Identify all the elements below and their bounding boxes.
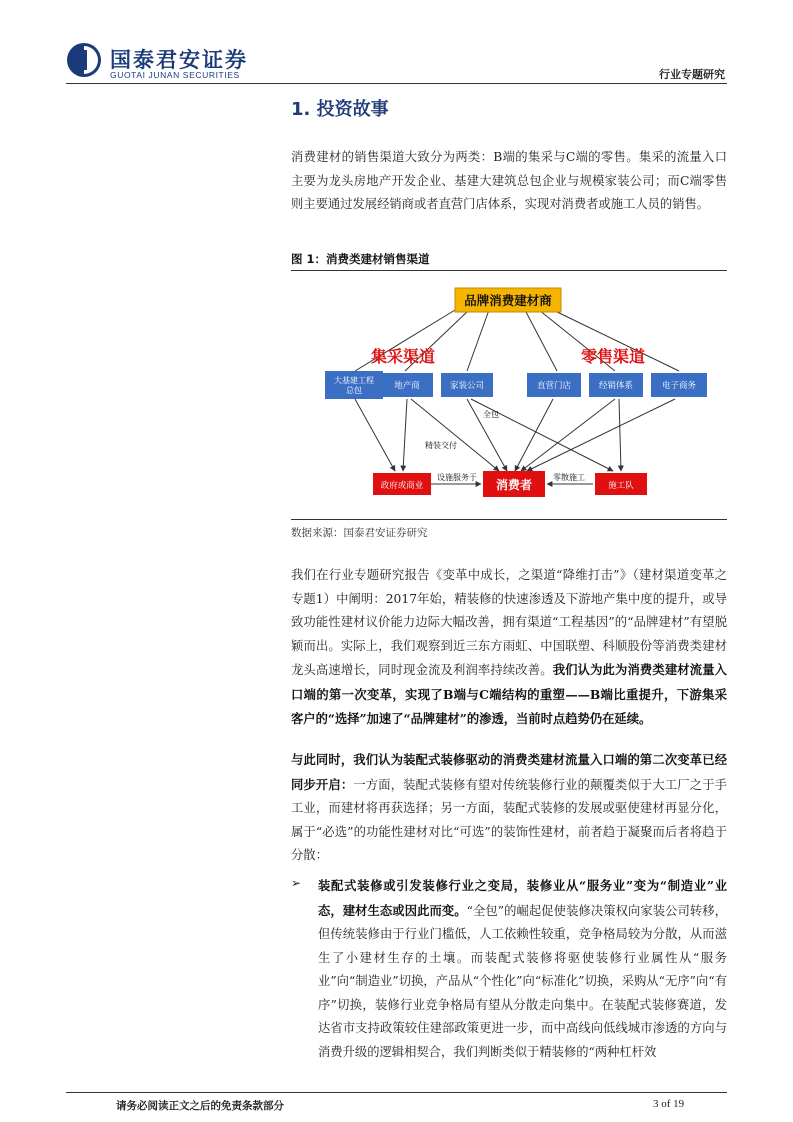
group-label-retail: 零售渠道 — [580, 347, 646, 366]
node-consumer-label: 消费者 — [495, 478, 533, 492]
node-direct-stores-label: 直营门店 — [536, 381, 572, 391]
paragraph-second-change-text: 一方面，装配式装修有望对传统装修行业的颠覆类似于大工厂之于手工业，而建材将再获选择；另一方面，装配式装修的发展或驱使建材再显分化，属于“必选”的功能性建材对比“可选”的装饰性建材，前者趋于凝聚而后者将趋于分散： — [291, 777, 727, 862]
node-government-label: 政府或商业 — [380, 481, 424, 491]
channel-diagram — [291, 272, 727, 518]
edge-label-scattered-construction: 零散施工 — [553, 473, 585, 482]
bullet-text: “全包”的崛起促使装修决策权向家装公司转移，但传统装修由于行业门槛低，人工依赖性较重，竞争格局较为分散，从而滋生了小建材生存的土壤。而装配式装修将驱使装修行业属性从“服务业”向“制造业”切换，产品从“个性化”向“标准化”切换，采购从“无序”向“有序”切换，装修行业竞争格局有望从分散走向集中。在装配式装修赛道，发达省市支持政策较住建部政策更进一步，而中高线向低线城市渗透的方向与消费升级的逻辑相契合，我们判断类似于精装修的“两种杠杆效 — [318, 903, 727, 1059]
header-divider — [66, 83, 727, 84]
paragraph-second-change-emphasis: 与此同时，我们认为装配式装修驱动的消费类建材流量入口端的第二次变革已经同步开启： — [291, 752, 727, 792]
paragraph-first-change — [291, 564, 727, 732]
paragraph-intro: 消费建材的销售渠道大致分为两类：B端的集采与C端的零售。集采的流量入口主要为龙头房地产开发企业、基建大建筑总包企业与规模家装公司；而C端零售则主要通过发展经销商或者直营门店体系，实现对消费者或施工人员的销售。 — [291, 150, 727, 211]
company-logo-text: 国泰君安证券 — [110, 48, 248, 72]
paragraph-second-change — [291, 748, 727, 868]
group-label-procurement: 集采渠道 — [370, 347, 436, 366]
figure-title: 图 1：消费类建材销售渠道 — [291, 252, 430, 266]
company-logo-english: GUOTAI JUNAN SECURITIES — [110, 70, 240, 80]
node-distribution-label: 经销体系 — [598, 381, 634, 391]
edge-label-facility-service: 设施服务于 — [437, 473, 477, 482]
footer-disclaimer: 请务必阅读正文之后的免责条款部分 — [116, 1100, 284, 1112]
footer-divider — [66, 1092, 727, 1093]
section-title: 1. 投资故事 — [291, 99, 389, 120]
figure-top-rule — [291, 270, 727, 271]
logo-icon — [66, 42, 102, 78]
node-ecommerce-label: 电子商务 — [661, 381, 697, 391]
figure-source: 数据来源：国泰君安证券研究 — [291, 527, 428, 539]
node-decoration-company-label: 家装公司 — [449, 381, 485, 391]
node-construction-team-label: 施工队 — [608, 481, 634, 491]
figure-bottom-rule — [291, 519, 727, 520]
report-type: 行业专题研究 — [659, 68, 725, 81]
node-infrastructure-label: 大基建工程总包 — [334, 376, 374, 395]
edge-label-full-package: 全包 — [483, 410, 499, 419]
bullet-paragraph — [318, 874, 727, 1064]
brand-node-label: 品牌消费建材商 — [464, 293, 552, 308]
paragraph-first-change-emphasis: 我们认为此为消费类建材流量入口端的第一次变革，实现了B端与C端结构的重塑——B端比重提升，下游集采客户的“选择”加速了“品牌建材”的渗透，当前时点趋势仍在延续。 — [291, 662, 727, 726]
page-number: 3 of 19 — [653, 1098, 685, 1110]
paragraph-first-change-text: 我们在行业专题研究报告《变革中成长，之渠道“降维打击”》（建材渠道变革之专题1）中阐明：2017年始，精装修的快速渗透及下游地产集中度的提升，或导致功能性建材议价能力边际大幅改善，拥有渠道“工程基因”的“品牌建材”有望脱颖而出。实际上，我们观察到近三东方雨虹、中国联塑、科顺股份等消费类建材龙头高速增长，同时现金流及利润率持续改善。 — [291, 568, 727, 677]
edge-label-fine-delivery: 精装交付 — [425, 441, 457, 450]
bullet-emphasis: 装配式装修或引发装修行业之变局，装修业从“服务业”变为“制造业”业态，建材生态或因此而变。 — [318, 878, 727, 918]
bullet-marker: ➢ — [291, 876, 302, 890]
node-developer-label: 地产商 — [394, 381, 420, 391]
